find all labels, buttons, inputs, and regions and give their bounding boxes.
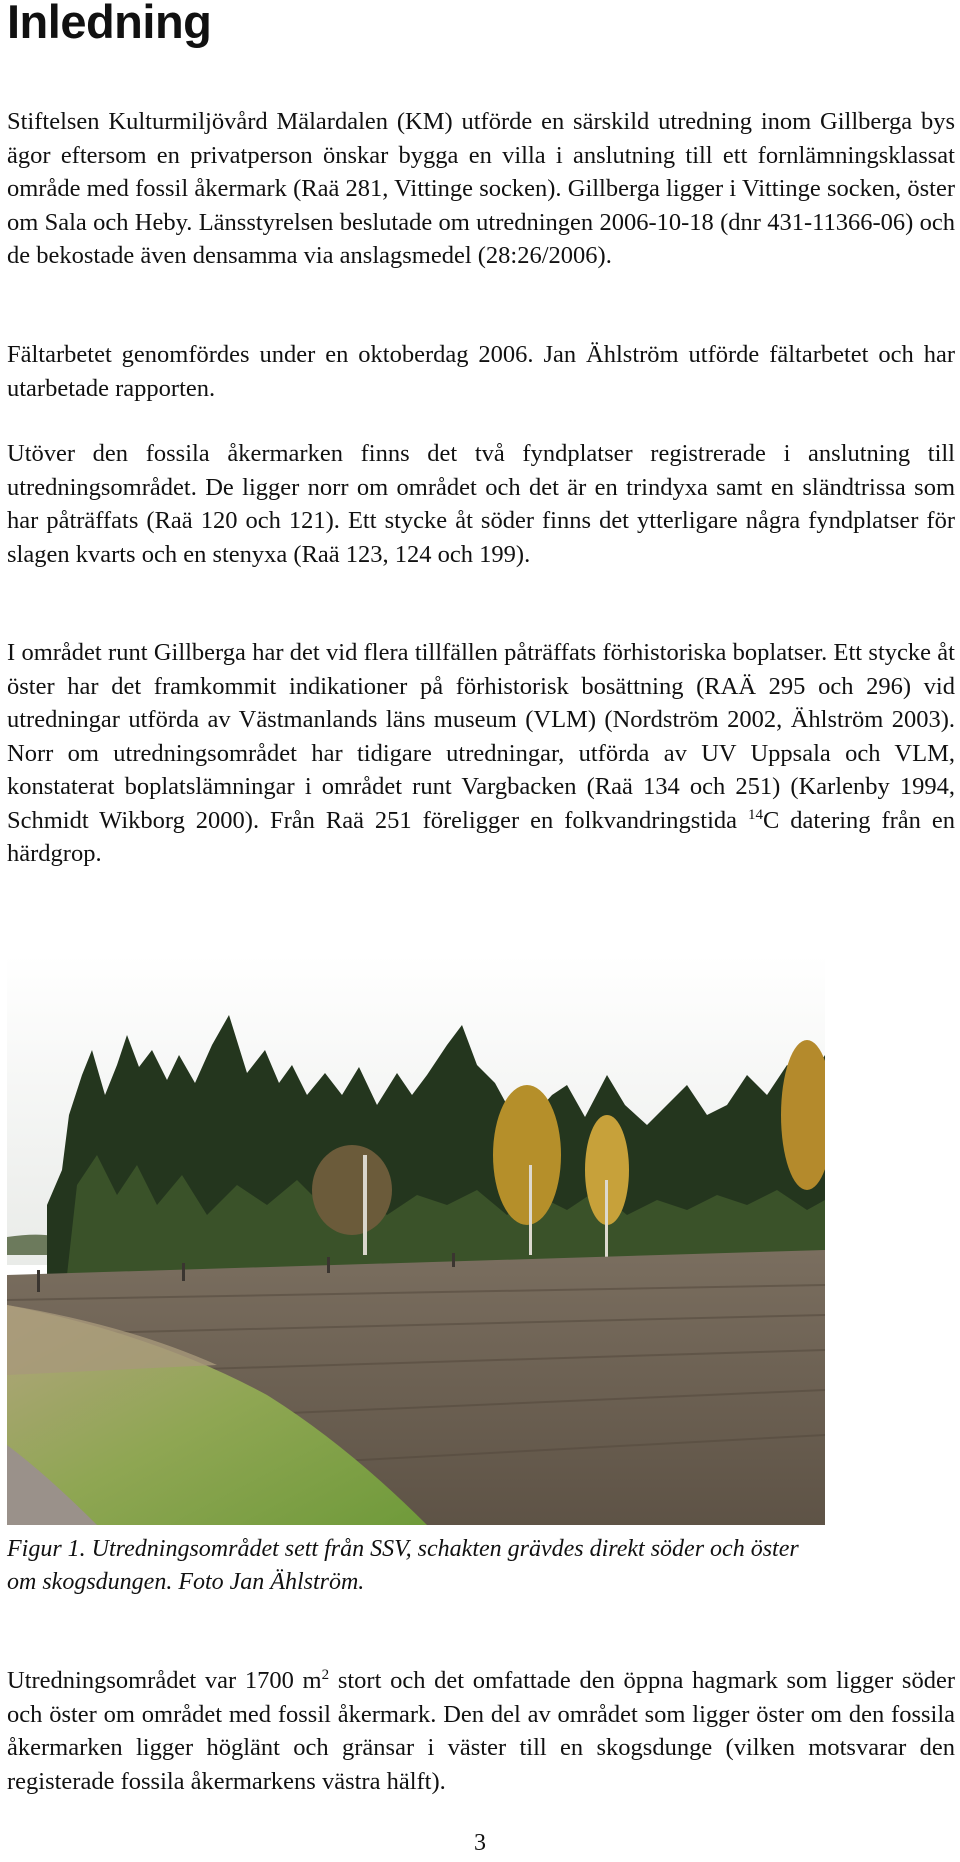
paragraph-intro: Stiftelsen Kulturmiljövård Mälardalen (KM) utförde en särskild utredning inom Gillberga bys ägor eftersom en privatperson önskar bygga en villa i anslutning till ett fornlämningsklassat område med fossil åkermark (Raä 281, Vittinge socken). Gillberga ligger i Vittinge socken, öster om Sala och Heby. Länsstyrelsen beslutade om utredningen 2006-10-18 (dnr 431-11366-06) och de bekostade även densamma via anslagsmedel (28:26/2006). [7, 108, 955, 269]
paragraph-fieldwork: Fältarbetet genomfördes under en oktoberdag 2006. Jan Ählström utförde fältarbetet och har utarbetade rapporten. [7, 341, 955, 402]
paragraph-text: Utredningsområdet var 1700 m [7, 1667, 322, 1694]
page-number: 3 [474, 1830, 486, 1856]
paragraph-text: I området runt Gillberga har det vid flera tillfällen påträffats förhistoriska boplatser. Ett stycke åt öster har det framkommit indikationer på förhistorisk bosättning (RAÄ 295 och 296) vid utredningar utförda av Västmanlands läns museum (VLM) (Nordström 2002, Ählström 2003). Norr om utredningsområdet har tidigare utredningar, utförda av UV Uppsala och VLM, konstaterat boplatslämningar i området runt Vargbacken (Raä 134 och 251) (Karlenby 1994, Schmidt Wikborg 2000). Från Raä 251 föreligger en folkvandringstida [7, 639, 955, 834]
paragraph-text: stort och det omfattade den öppna hagmark som ligger söder och öster om området med fossil åkermark. Den del av området som ligger öster om den fossila åkermarken ligger höglänt och gränsar i väster till en skogsdunge (vilken motsvarar den registerade fossila åkermarkens västra hälft). [7, 1667, 955, 1795]
paragraph-surrounding-area [7, 636, 955, 871]
field-photo [7, 955, 825, 1525]
paragraph-find-sites: Utöver den fossila åkermarken finns det två fyndplatser registrerade i anslutning till utredningsområdet. De ligger norr om området och det är en trindyxa samt en sländtrissa som har påträffats (Raä 120 och 121). Ett stycke åt söder finns det ytterligare några fyndplatser för slagen kvarts och en stenyxa (Raä 123, 124 och 199). [7, 440, 955, 568]
caption-text: Utredningsområdet sett från SSV, schakten grävdes direkt söder och öster om skogsdungen. Foto Jan Ählström. [7, 1536, 799, 1595]
superscript-2: 2 [321, 1667, 330, 1683]
paragraph-survey-area [7, 1664, 955, 1798]
caption-label: Figur 1. [7, 1536, 86, 1562]
paragraph-text: C datering från en härdgrop. [7, 806, 955, 867]
superscript-14: 14 [747, 806, 763, 823]
figure-caption [7, 1533, 827, 1599]
section-heading: Inledning [7, 0, 212, 48]
